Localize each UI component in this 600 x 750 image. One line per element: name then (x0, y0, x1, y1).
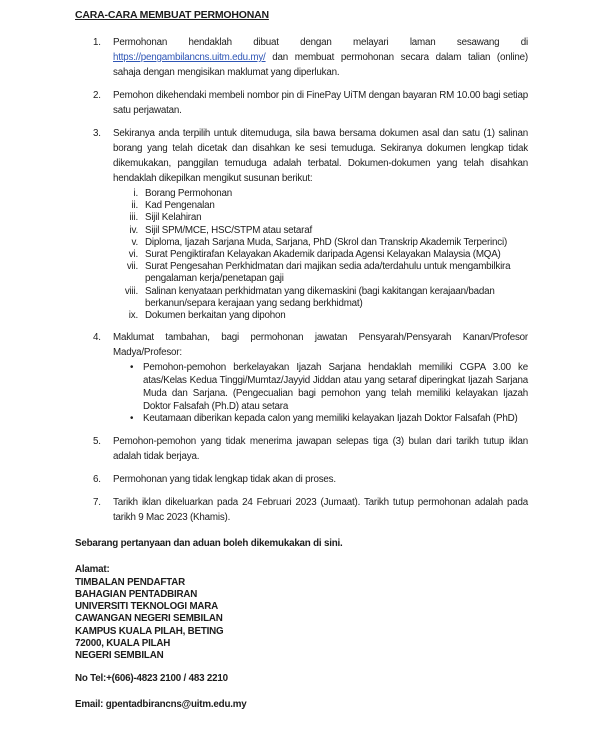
item-1-text-after-link: dan membuat permohonan secara dalam talian (online) sahaja dengan mengisikan maklumat yang diperlukan. (113, 52, 528, 78)
bullet-item (113, 413, 528, 426)
address-label: Alamat: (75, 564, 110, 576)
list-item-text: Dokumen berkaitan yang dipohon (145, 310, 286, 322)
document-checklist (113, 188, 528, 322)
list-item-numeral: iii. (129, 212, 138, 224)
list-item-text: Diploma, Ijazah Sarjana Muda, Sarjana, PhD (Skrol dan Transkrip Akademik Terperinci) (145, 236, 508, 248)
instruction-item-4 (93, 330, 528, 426)
list-item (113, 310, 528, 322)
instruction-item-6 (93, 472, 528, 487)
item-3-number: 3. (93, 128, 101, 139)
list-item-text: Sijil SPM/MCE, HSC/STPM atau setaraf (145, 224, 313, 236)
item-3-body (113, 126, 528, 322)
email-address: Email: gpentadbirancns@uitm.edu.my (75, 698, 247, 710)
item-3-text: Sekiranya anda terpilih untuk ditemuduga, sila bawa bersama dokumen asal dan satu (1) salinan borang yang telah dicetak dan disahkan ke sesi temuduga. Sekiranya dokumen lengkap tidak dikemukakan, panggilan temuduga adalah terbatal. Dokumen-dokumen yang telah disahkan hendaklah dikepilkan mengikut susunan berikut: (113, 128, 528, 184)
item-6-number: 6. (93, 474, 101, 486)
list-item-text: Sijil Kelahiran (145, 212, 202, 224)
list-item (113, 188, 528, 200)
list-item (113, 249, 528, 261)
item-7-text: Tarikh iklan dikeluarkan pada 24 Februari 2023 (Jumaat). Tarikh tutup permohonan adalah pada tarikh 9 Mac 2023 (Khamis). (113, 497, 528, 524)
address-line: CAWANGAN NEGERI SEMBILAN (75, 613, 223, 625)
qualification-bullets (113, 362, 528, 426)
bullet-text: Keutamaan diberikan kepada calon yang memiliki kelayakan Ijazah Doktor Falsafah (PhD) (143, 413, 518, 425)
address-line: UNIVERSITI TEKNOLOGI MARA (75, 601, 219, 613)
list-item-numeral: viii. (124, 285, 138, 297)
list-item-text: Surat Pengiktirafan Kelayakan Akademik daripada Agensi Kelayakan Malaysia (MQA) (145, 249, 501, 261)
list-item-text: Kad Pengenalan (145, 200, 215, 212)
list-item-text: Salinan kenyataan perkhidmatan yang dikemaskini (bagi kakitangan kerajaan/badan berkanun/separa kerajaan yang sedang berkhidmat) (145, 285, 495, 309)
list-item-numeral: i. (133, 188, 138, 199)
item-5-text: Pemohon-pemohon yang tidak menerima jawapan selepas tiga (3) bulan dari tarikh tutup iklan adalah tidak berjaya. (113, 436, 528, 463)
address-line: BAHAGIAN PENTADBIRAN (75, 588, 198, 600)
application-portal-link[interactable]: https://pengambilancns.uitm.edu.my/ (113, 52, 266, 63)
bullet-icon: • (130, 413, 134, 425)
address-line: KAMPUS KUALA PILAH, BETING (75, 625, 224, 637)
address-line: 72000, KUALA PILAH (75, 638, 171, 649)
item-7-number: 7. (93, 497, 101, 509)
bullet-text: Pemohon-pemohon berkelayakan Ijazah Sarjana hendaklah memiliki CGPA 3.00 ke atas/Kelas Kedua Tinggi/Mumtaz/Jayyid Jiddan atau yang setaraf diperingkat Ijazah Sarjana Muda dan Sarjana. (Pengecualian bagi pemohon yang telah memiliki kelayakan Ijazah Doktor Falsafah (Ph.D) atau setara (143, 362, 528, 412)
bullet-icon: • (130, 362, 134, 374)
bullet-item (113, 362, 528, 413)
instruction-item-5 (93, 434, 528, 464)
list-item-numeral: vii. (126, 261, 138, 273)
list-item (113, 225, 528, 237)
instruction-item-2 (93, 88, 528, 118)
instruction-item-3 (93, 126, 528, 322)
item-4-number: 4. (93, 332, 101, 344)
instruction-item-1 (93, 35, 528, 80)
enquiry-note: Sebarang pertanyaan dan aduan boleh dikemukakan di sini. (75, 538, 343, 550)
list-item-numeral: v. (131, 236, 138, 248)
page-title: CARA-CARA MEMBUAT PERMOHONAN (75, 9, 269, 21)
list-item-text: Borang Permohonan (145, 188, 233, 199)
list-item-numeral: ix. (128, 310, 138, 322)
list-item (113, 261, 528, 285)
list-item (113, 212, 528, 224)
list-item-numeral: vi. (128, 249, 138, 261)
item-1-text (113, 35, 528, 80)
phone-number: No Tel:+(606)-4823 2100 / 483 2210 (75, 672, 228, 684)
list-item-numeral: iv. (129, 224, 138, 236)
instruction-item-7 (93, 495, 528, 525)
list-item (113, 286, 528, 310)
list-item-numeral: ii. (131, 200, 138, 212)
item-1-text-before-link: Permohonan hendaklah dibuat dengan melayari laman sesawang di (113, 37, 528, 48)
list-item-text: Surat Pengesahan Perkhidmatan dari majikan sedia ada/terdahulu untuk mengambilkira pengalaman kerja/penetapan gaji (145, 261, 511, 285)
item-6-text: Permohonan yang tidak lengkap tidak akan di proses. (113, 474, 336, 486)
item-4-body (113, 330, 528, 426)
list-item (113, 200, 528, 212)
item-5-number: 5. (93, 436, 101, 448)
item-4-text: Maklumat tambahan, bagi permohonan jawatan Pensyarah/Pensyarah Kanan/Profesor Madya/Profesor: (113, 332, 528, 359)
address-line: TIMBALAN PENDAFTAR (75, 576, 185, 588)
item-2-text: Pemohon dikehendaki membeli nombor pin di FinePay UiTM dengan bayaran RM 10.00 bagi setiap satu perjawatan. (113, 90, 528, 116)
item-1-number: 1. (93, 37, 101, 48)
list-item (113, 237, 528, 249)
item-2-number: 2. (93, 90, 101, 101)
address-line: NEGERI SEMBILAN (75, 650, 164, 662)
